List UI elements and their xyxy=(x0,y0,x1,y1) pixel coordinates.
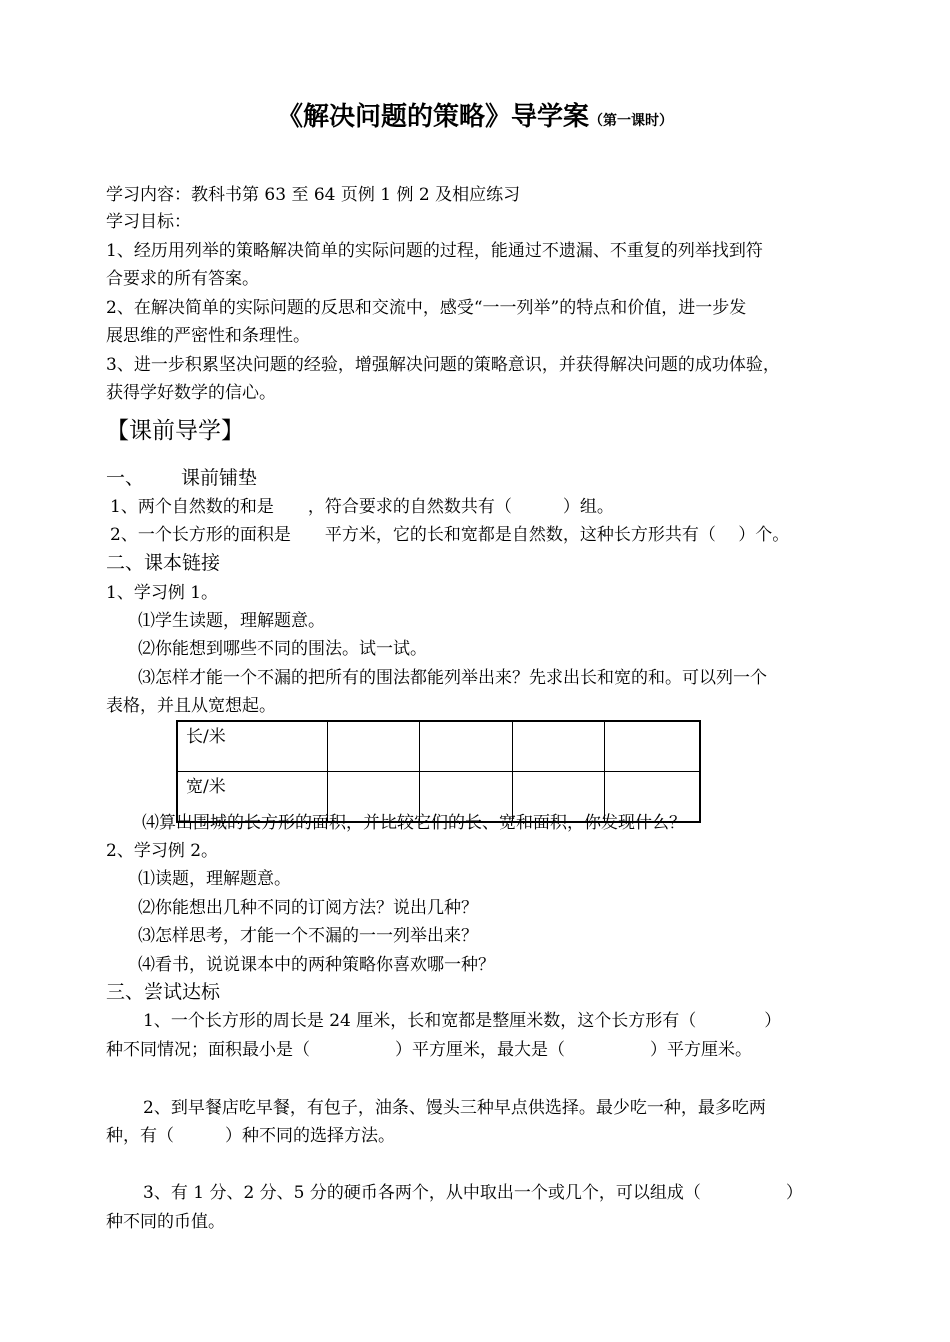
part3-question-1-line1: 1、一个长方形的周长是 24 厘米，长和宽都是整厘米数，这个长方形有（ ） xyxy=(143,1011,782,1031)
learning-content: 学习内容：教科书第 63 至 64 页例 1 例 2 及相应练习 xyxy=(106,185,521,205)
part1-question-2: 2、一个长方形的面积是 平方米，它的长和宽都是自然数，这种长方形共有（ ）个。 xyxy=(110,525,790,545)
table-row xyxy=(177,721,700,772)
objective-3-line1: 3、进一步积累坚决问题的经验，增强解决问题的策略意识，并获得解决问题的成功体验， xyxy=(106,355,780,375)
part1-title: 课前铺垫 xyxy=(181,467,258,489)
length-width-table xyxy=(176,720,701,823)
example-1-step-4: ⑷算出围城的长方形的面积，并比较它们的长、宽和面积，你发现什么？ xyxy=(142,813,686,833)
table-cell xyxy=(512,721,604,772)
part1-question-1: 1、两个自然数的和是 ，符合要求的自然数共有（ ）组。 xyxy=(110,497,614,517)
table-cell xyxy=(420,721,512,772)
part3-title: 三、尝试达标 xyxy=(106,981,221,1003)
title-main: 《解决问题的策略》导学案 xyxy=(276,102,589,132)
objectives-label: 学习目标： xyxy=(106,212,191,232)
example-2-heading: 2、学习例 2。 xyxy=(106,841,219,861)
page-title xyxy=(0,100,950,138)
objective-3-line2: 获得学好数学的信心。 xyxy=(106,383,276,403)
example-1-step-2: ⑵你能想到哪些不同的围法。试一试。 xyxy=(138,639,427,659)
part3-question-3-line1: 3、有 1 分、2 分、5 分的硬币各两个，从中取出一个或几个，可以组成（ ） xyxy=(143,1183,803,1203)
table-cell xyxy=(328,721,420,772)
part3-question-1-line2: 种不同情况；面积最小是（ ）平方厘米，最大是（ ）平方厘米。 xyxy=(106,1040,752,1060)
part3-question-2-line2: 种，有（ ）种不同的选择方法。 xyxy=(106,1126,395,1146)
example-2-step-3: ⑶怎样思考，才能一个不漏的一一列举出来？ xyxy=(138,926,478,946)
example-2-step-1: ⑴读题，理解题意。 xyxy=(138,869,291,889)
objective-1-line2: 合要求的所有答案。 xyxy=(106,269,259,289)
objective-2-line1: 2、在解决简单的实际问题的反思和交流中，感受“一一列举”的特点和价值，进一步发 xyxy=(106,298,747,318)
part2-title: 二、课本链接 xyxy=(106,552,221,574)
example-2-step-2: ⑵你能想出几种不同的订阅方法？说出几种？ xyxy=(138,898,478,918)
example-1-heading: 1、学习例 1。 xyxy=(106,583,219,603)
table-cell xyxy=(605,721,700,772)
example-1-step-3-line2: 表格，并且从宽想起。 xyxy=(106,696,276,716)
example-1-step-1: ⑴学生读题，理解题意。 xyxy=(138,611,325,631)
example-2-step-4: ⑷看书，说说课本中的两种策略你喜欢哪一种？ xyxy=(138,955,495,975)
example-1-step-3-line1: ⑶怎样才能一个不漏的把所有的围法都能列举出来？先求出长和宽的和。可以列一个 xyxy=(138,668,767,688)
part3-question-2-line1: 2、到早餐店吃早餐，有包子，油条、馒头三种早点供选择。最少吃一种，最多吃两 xyxy=(143,1098,766,1118)
part3-question-3-line2: 种不同的币值。 xyxy=(106,1212,225,1232)
objective-2-line2: 展思维的严密性和条理性。 xyxy=(106,326,310,346)
title-sub: （第一课时） xyxy=(589,113,673,129)
section-pre-study: 【课前导学】 xyxy=(106,418,244,444)
table-row-label-length: 长/米 xyxy=(177,721,328,772)
objective-1-line1: 1、经历用列举的策略解决简单的实际问题的过程，能通过不遗漏、不重复的列举找到符 xyxy=(106,241,763,261)
table-row-label-width: 宽/米 xyxy=(177,772,328,823)
part1-number: 一、 xyxy=(106,467,145,489)
